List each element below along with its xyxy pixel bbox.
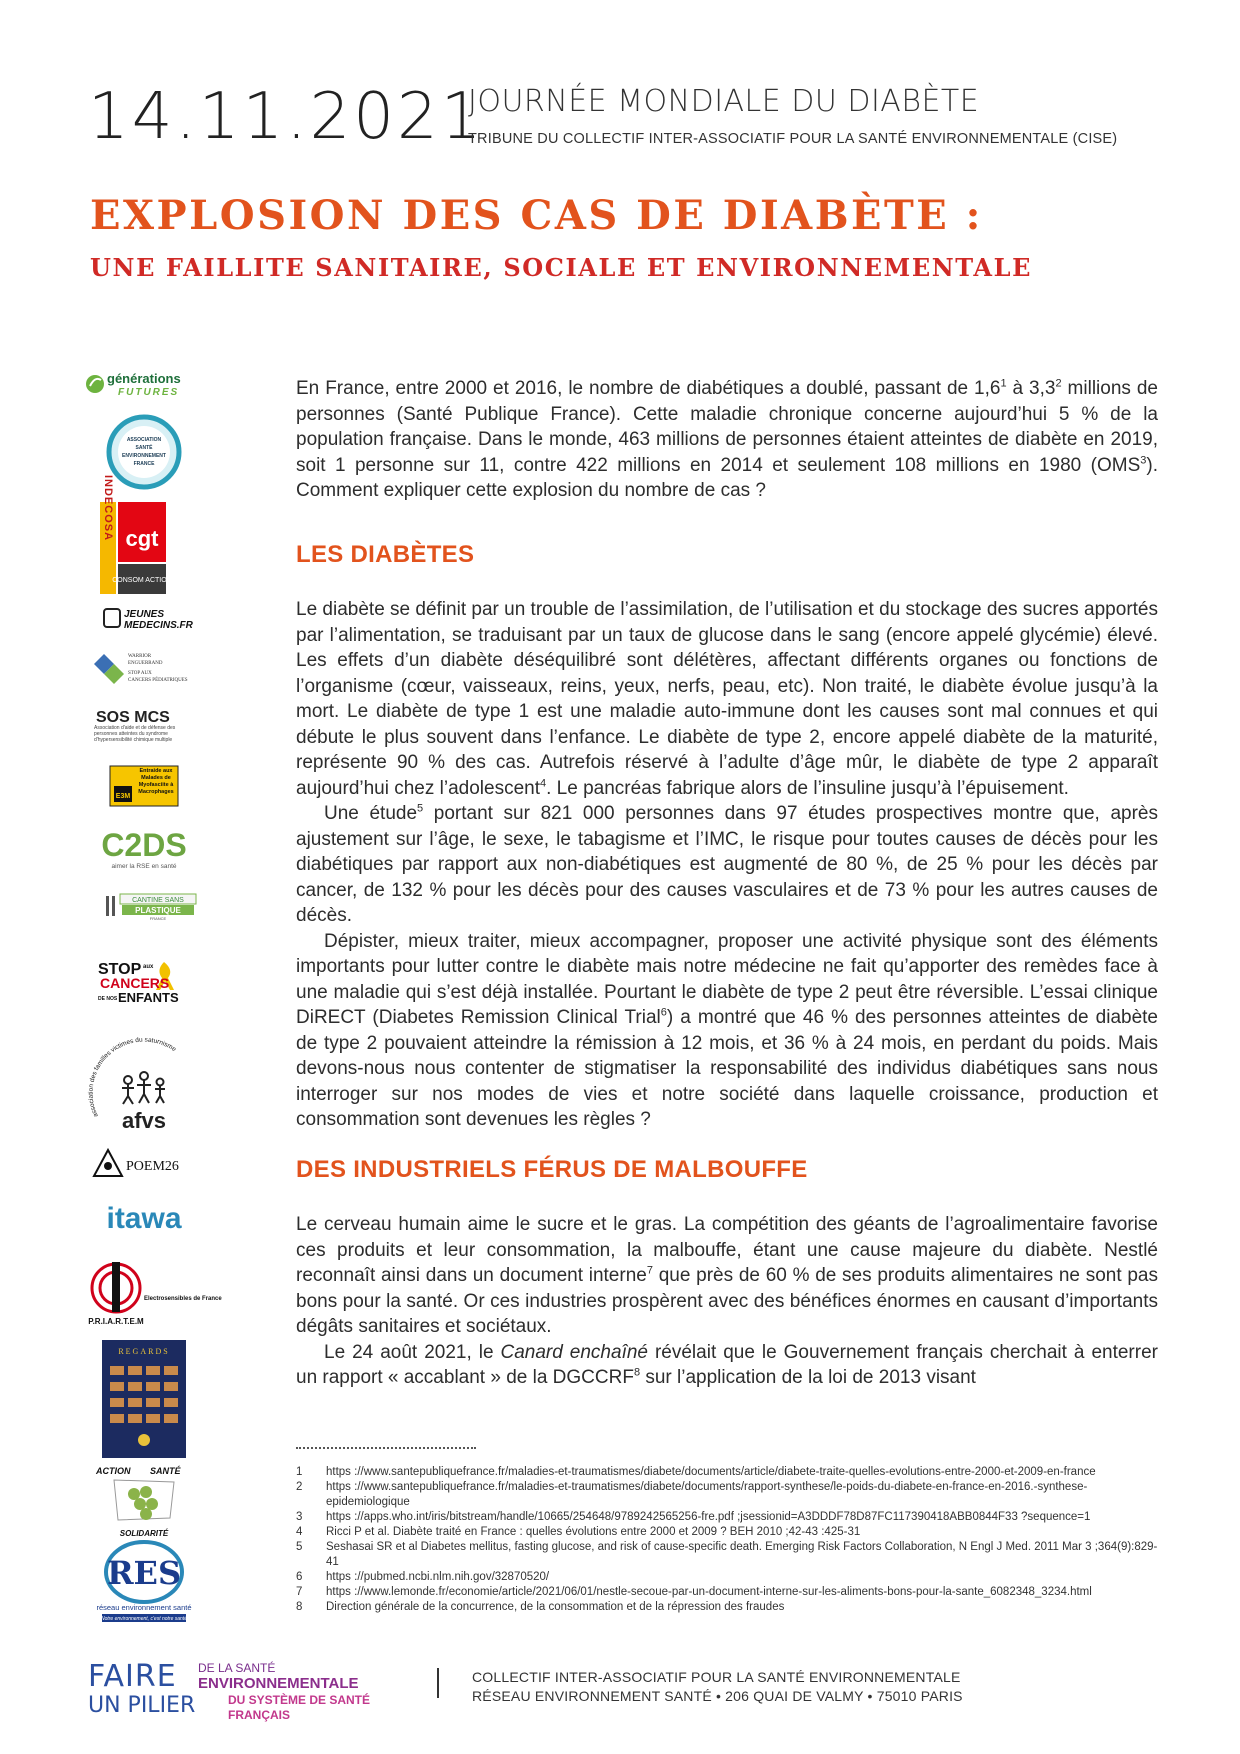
logo-res — [84, 1538, 204, 1622]
logo-text: INDECOSA — [102, 474, 114, 542]
footer-line: COLLECTIF INTER-ASSOCIATIF POUR LA SANTÉ ENVIRONNEMENTALE — [472, 1669, 961, 1685]
logo-text: Entraide aux Malades de Myofasciite à Macrophages — [138, 768, 174, 795]
footnote: 2 https ://www.santepubliquefrance.fr/maladies-et-traumatismes/diabete/documents/rapport-synthese/le-poids-du-diabete-en-france-en-2016.-synthese-epidemiologique — [296, 1481, 1088, 1508]
logo-text: itawa — [106, 1202, 182, 1235]
logo-text: ENFANTS — [118, 990, 179, 1005]
article-body — [296, 376, 1158, 1391]
res-icon — [84, 1538, 204, 1622]
logo-text: JEUNES — [124, 609, 165, 620]
logo-e3m — [84, 766, 204, 806]
svg-text:association des familles victi — [88, 1037, 178, 1119]
logo-jeunes-medecins — [84, 606, 204, 632]
logo-afvs — [84, 1030, 204, 1134]
paragraph: Dépister, mieux traiter, mieux accompagner, proposer une activité physique sont des éléments importants pour lutter contre le diabète mais notre médecine ne fait qu’apporter des remèdes face à une maladie qui s’est déjà installée. Pourtant le diabète de type 2 peut être réversible. L’essai clinique DiRECT (Diabetes Remission Clinical Trial$^6$) a montré que 46 % des personnes atteintes de diabète de type 2 pouvaient atteindre la rémission à 12 mois, et 36 % à 24 mois, en perdant du poids. Mais devons-nous nous contenter de stigmatiser la responsabilité des individus diabétiques sans nous interroger sur nos modes de vies et notre société dans laquelle croissance, production et consommation sont devenues les règles ? — [296, 930, 1158, 1130]
headline-line-1: EXPLOSION DES CAS DE DIABÈTE : — [90, 192, 983, 239]
logo-text: CONSOM ACTION — [112, 577, 172, 584]
logo-text: DE NOS — [98, 996, 118, 1002]
slogan-text: FAIRE — [88, 1659, 177, 1694]
logo-text: aimer la RSE en santé — [111, 863, 177, 870]
logo-text: CANCERS PÉDIATRIQUES — [128, 678, 188, 683]
paragraph: Le cerveau humain aime le sucre et le gras. La compétition des géants de l’agroalimentaire favorise ces produits et leur consommation, la malbouffe, étant une cause majeure du diabète. Nestlé reconnaît ainsi dans un document interne$^7$ que près de 60 % de ses produits alimentaires ne sont pas bons pour la santé. Or ces industries prospèrent avec des bénéfices énormes en causant d’importants dégâts sanitaires et sociétaux. — [296, 1214, 1159, 1337]
logo-text: SOLIDARITÉ — [119, 1529, 169, 1538]
leaf-icon — [84, 370, 204, 400]
footnote: 6 https ://pubmed.ncbi.nlm.nih.gov/32870520/ — [296, 1571, 550, 1583]
logo-text: FRANCE — [149, 916, 167, 921]
logo-text: afvs — [121, 1108, 167, 1133]
logo-text: E3M — [115, 793, 131, 800]
logo-text: P.R.I.A.R.T.E.M — [88, 1317, 144, 1326]
logo-text: SANTÉ — [150, 1466, 181, 1476]
logo-text: PLASTIQUE — [135, 906, 181, 915]
itawa-icon — [84, 1198, 204, 1238]
logo-text: SANTÉ — [135, 445, 153, 451]
logo-text: Electrosensibles de France — [144, 1296, 222, 1302]
footnote: 4 Ricci P et al. Diabète traité en France : quelles évolutions entre 2000 et 2009 ? BEH 2010 ;42-43 :425-31 — [296, 1526, 861, 1538]
logo-priartem — [84, 1252, 222, 1326]
logo-stop-cancers-enfants — [84, 960, 204, 1004]
logo-text: RES — [106, 1554, 182, 1592]
paragraph: Une étude$^5$ portant sur 821 000 personnes dans 97 études prospectives montre que, après ajustement sur l’âge, le sexe, le tabagisme et l’IMC, le risque pour toutes causes de décès pour les diabétiques par rapport aux non-diabétiques est augmenté de 80 %, de 25 % pour les décès par cancer, de 132 % pour les décès pour des causes vasculaires et de 73 % pour les autres causes de décès. — [296, 802, 1158, 926]
logo-text: ASSOCIATION — [126, 437, 162, 443]
logo-poem26 — [84, 1146, 204, 1180]
footer-line: RÉSEAU ENVIRONNEMENT SANTÉ • 206 QUAI DE VALMY • 75010 PARIS — [472, 1688, 963, 1704]
e3m-icon — [84, 766, 204, 806]
sos-mcs-icon — [84, 706, 204, 750]
logo-text: STOP AUX — [128, 671, 152, 676]
slogan-text: FRANÇAIS — [228, 1708, 290, 1722]
regards-book-icon — [84, 1340, 204, 1458]
logo-text: POEM26 — [126, 1159, 179, 1174]
footnote: 5 Seshasai SR et al Diabetes mellitus, fasting glucose, and risk of cause-specific death. Emerging Risk Factors Collaboration, N Engl J Med. 2011 Mar 3 ;364(9):829-41 — [296, 1541, 1158, 1568]
logo-itawa — [84, 1198, 204, 1238]
slogan-text: ENVIRONNEMENTALE — [198, 1675, 359, 1692]
logo-text: CANTINE SANS — [132, 897, 184, 904]
logo-text: cgt — [125, 526, 159, 551]
logo-text: WARRIOR — [128, 654, 152, 659]
header-title: JOURNÉE MONDIALE DU DIABÈTE — [468, 84, 980, 119]
logo-text: réseau environnement santé — [96, 1603, 192, 1612]
logo-text: FUTURES — [118, 387, 180, 398]
slogan-text: DE LA SANTÉ — [198, 1661, 276, 1675]
paragraph: Le diabète se définit par un trouble de l’assimilation, de l’utilisation et du stockage des sucres apportés par l’alimentation, se traduisant par un taux de glucose dans le sang (encore appelé glycémie) élevé. Les effets d’un diabète déséquilibré sont délétères, affectant différents organes ou fonctions de l’organisme (cœur, vaisseaux, reins, yeux, nerfs, peau, etc). Non traité, le diabète évolue jusqu’à la mort. Le diabète de type 1 est une maladie auto-immune dont les causes sont mal connues et qui débute le plus souvent dans l’enfance. Le diabète de type 2, encore appelé diabète de la maturité, représente 90 % des cas. Autrefois réservé à l’adulte d’âge mûr, le diabète de type 2 apparaît aujourd’hui chez l’adolescent$^4$. Le pancréas fabrique alors de l’insuline jusqu’à l’épuisement. — [296, 599, 1158, 799]
intro-paragraph: En France, entre 2000 et 2016, le nombre de diabétiques a doublé, passant de $1,6^1$ à $3,3^2$ millions de personnes (Santé Publique France). Cette maladie chronique concerne aujourd’hui 5 % de la population française. Dans le monde, 463 millions de personnes étaient atteintes de diabète en 2019, soit 1 personne sur 11, contre 422 millions en 2014 et seulement 108 millions en 1980 (OMS$^3$). Comment expliquer cette explosion du nombre de cas ? — [296, 377, 1158, 501]
warrior-icon — [84, 648, 204, 690]
ribbon-icon — [84, 960, 204, 1004]
antenna-icon — [84, 1252, 222, 1326]
paragraph: Le 24 août 2021, le Canard enchaîné révélait que le Gouvernement français cherchait à enterrer un rapport « accablant » de la DGCCRF$^8$ sur l’application de la loi de 2013 visant — [296, 1341, 1158, 1388]
slogan-text: DU SYSTÈME DE SANTÉ — [228, 1693, 371, 1707]
triangle-icon — [84, 1146, 204, 1180]
logo-text: générations — [107, 371, 181, 386]
header-subtitle: TRIBUNE DU COLLECTIF INTER-ASSOCIATIF POUR LA SANTÉ ENVIRONNEMENTALE (CISE) — [468, 131, 1118, 147]
section-heading-diabetes: LES DIABÈTES — [296, 540, 475, 568]
footer-address — [472, 1668, 963, 1706]
logo-generations-futures — [84, 370, 204, 400]
logo-text: REGARDS — [118, 1347, 170, 1356]
logo-text: aux — [143, 964, 154, 970]
slogan-text: UN PILIER — [88, 1693, 196, 1718]
logo-sos-mcs — [84, 706, 204, 750]
footnote: 1 https ://www.santepubliquefrance.fr/maladies-et-traumatismes/diabete/documents/article/diabete-traite-quelles-evolutions-entre-2000-et-2009-en-france — [296, 1466, 1096, 1478]
footnote: 3 https ://apps.who.int/iris/bitstream/handle/10665/254648/9789242565256-fre.pdf ;jsessionid=A3DDDF78D87FC117390418ABB0844F33 ?sequence=1 — [296, 1511, 1091, 1523]
logo-text: ENVIRONNEMENT — [122, 453, 166, 459]
logo-text: CANCERS — [100, 975, 170, 991]
logo-text: association des familles victimes du saturnisme — [87, 1036, 178, 1119]
logo-action-sante-solidarite — [84, 1460, 204, 1540]
logo-text: STOP — [98, 961, 142, 978]
headline-line-2: UNE FAILLITE SANITAIRE, SOCIALE ET ENVIRONNEMENTALE — [90, 253, 1032, 282]
stethoscope-icon — [84, 606, 204, 632]
cgt-logo-icon — [84, 474, 204, 594]
grapes-icon — [84, 1460, 204, 1540]
logo-text: Association d'aide et de défense des personnes atteintes du syndrome d'hypersensibilité chimique multiple — [94, 725, 176, 743]
footer-divider — [437, 1668, 439, 1698]
slogan-graphic — [88, 1652, 448, 1724]
logo-text: Notre environnement, c'est notre santé — [100, 1616, 188, 1622]
logo-text: ACTION — [96, 1466, 131, 1476]
headline — [90, 192, 1170, 282]
section-heading-malbouffe: DES INDUSTRIELS FÉRUS DE MALBOUFFE — [296, 1155, 808, 1183]
footer-slogan — [88, 1652, 448, 1724]
footnotes — [296, 1465, 1158, 1615]
logo-text: FRANCE — [133, 461, 155, 467]
footnote: 8 Direction générale de la concurrence, de la consommation et de la répression des fraudes — [296, 1601, 785, 1613]
page-date: 14.11.2021 — [88, 80, 485, 154]
logo-text: SOS MCS — [96, 709, 170, 726]
footnote: 7 https ://www.lemonde.fr/economie/article/2021/06/01/nestle-secoue-par-un-document-interne-sur-les-aliments-bons-pour-la-sante_6082348_3234.html — [296, 1586, 1092, 1598]
header-titles — [468, 84, 1117, 147]
logo-warrior-enguerrand — [84, 648, 204, 690]
logo-text: ENGUERRAND — [128, 661, 163, 666]
family-icon — [84, 1030, 204, 1134]
logo-text: C2DS — [101, 827, 187, 863]
footnote-separator — [296, 1447, 476, 1449]
logo-text: MEDECINS.FR — [124, 620, 193, 631]
logo-regards — [84, 1340, 204, 1458]
logo-indecosa-cgt — [84, 474, 204, 594]
